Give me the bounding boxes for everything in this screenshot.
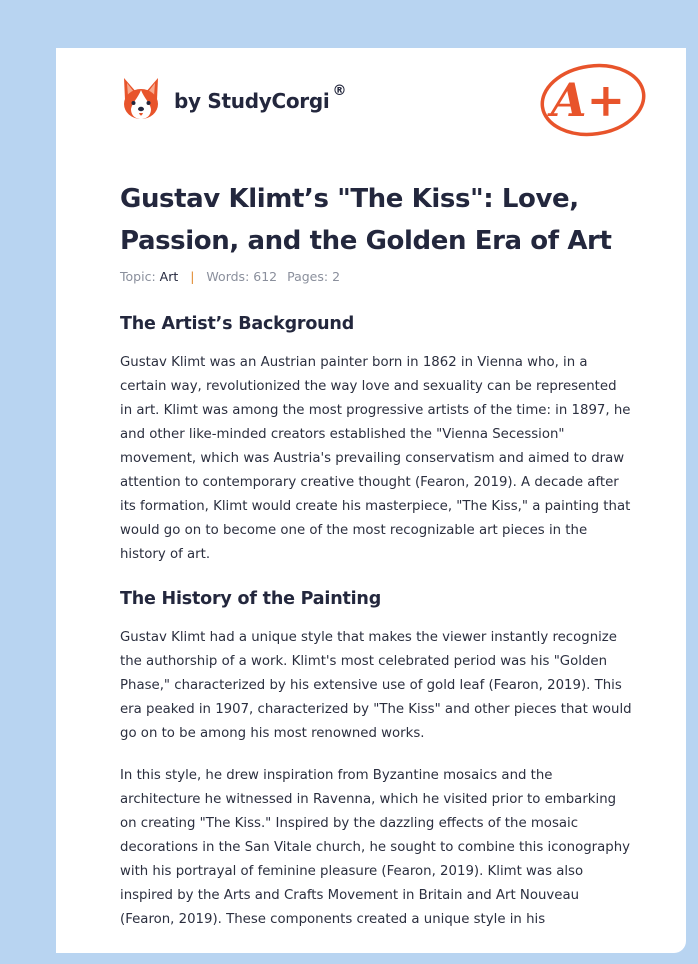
meta-separator: |	[190, 269, 195, 284]
a-plus-grade-icon	[538, 60, 648, 140]
section-heading-painting-history: The History of the Painting	[120, 589, 382, 609]
registered-mark: ®	[332, 83, 347, 99]
section-heading-artist-background: The Artist’s Background	[120, 314, 355, 334]
brand-name: by StudyCorgi ®	[174, 83, 347, 113]
paragraph: In this style, he drew inspiration from Byzantine mosaics and the architecture he witnessed in Ravenna, which he visited prior to embarking on creating "The Kiss." Inspired by the dazzling effects of the mosaic decorations in the San Vitale church, he sought to combine this iconography with his portrayal of feminine pleasure (Fearon, 2019). Klimt was also inspired by the Arts and Crafts Movement in Britain and Art Nouveau (Fearon, 2019). These components created a unique style in his	[120, 768, 631, 927]
words-label: Words:	[206, 269, 250, 284]
article-meta	[120, 269, 340, 284]
topic-link[interactable]: Art	[159, 269, 179, 284]
studycorgi-logo[interactable]	[120, 74, 346, 124]
article-title: Gustav Klimt’s "The Kiss": Love, Passion, and the Golden Era of Art	[120, 184, 612, 256]
topic-label: Topic:	[120, 269, 156, 284]
document-page	[56, 48, 686, 953]
grade-text: A+	[550, 73, 626, 127]
corgi-logo-icon	[120, 76, 162, 122]
pages-count: 2	[332, 269, 341, 284]
paragraph: Gustav Klimt had a unique style that makes the viewer instantly recognize the authorship of a work. Klimt's most celebrated period was his "Golden Phase," characterized by his extensive use of gold leaf (Fearon, 2019). This era peaked in 1907, characterized by "The Kiss" and other pieces that would go on to be among his most renowned works.	[120, 630, 632, 741]
article-body	[120, 310, 632, 932]
pages-label: Pages:	[287, 269, 329, 284]
words-count: 612	[253, 269, 278, 284]
paragraph: Gustav Klimt was an Austrian painter born in 1862 in Vienna who, in a certain way, revolutionized the way love and sexuality can be represented in art. Klimt was among the most progressive artists of the time: in 1897, he and other like-minded creators established the "Vienna Secession" movement, which was Austria's prevailing conservatism and aimed to draw attention to contemporary creative thought (Fearon, 2019). A decade after its formation, Klimt would create his masterpiece, "The Kiss," a painting that would go on to become one of the most recognizable art pieces in the history of art.	[120, 355, 631, 562]
